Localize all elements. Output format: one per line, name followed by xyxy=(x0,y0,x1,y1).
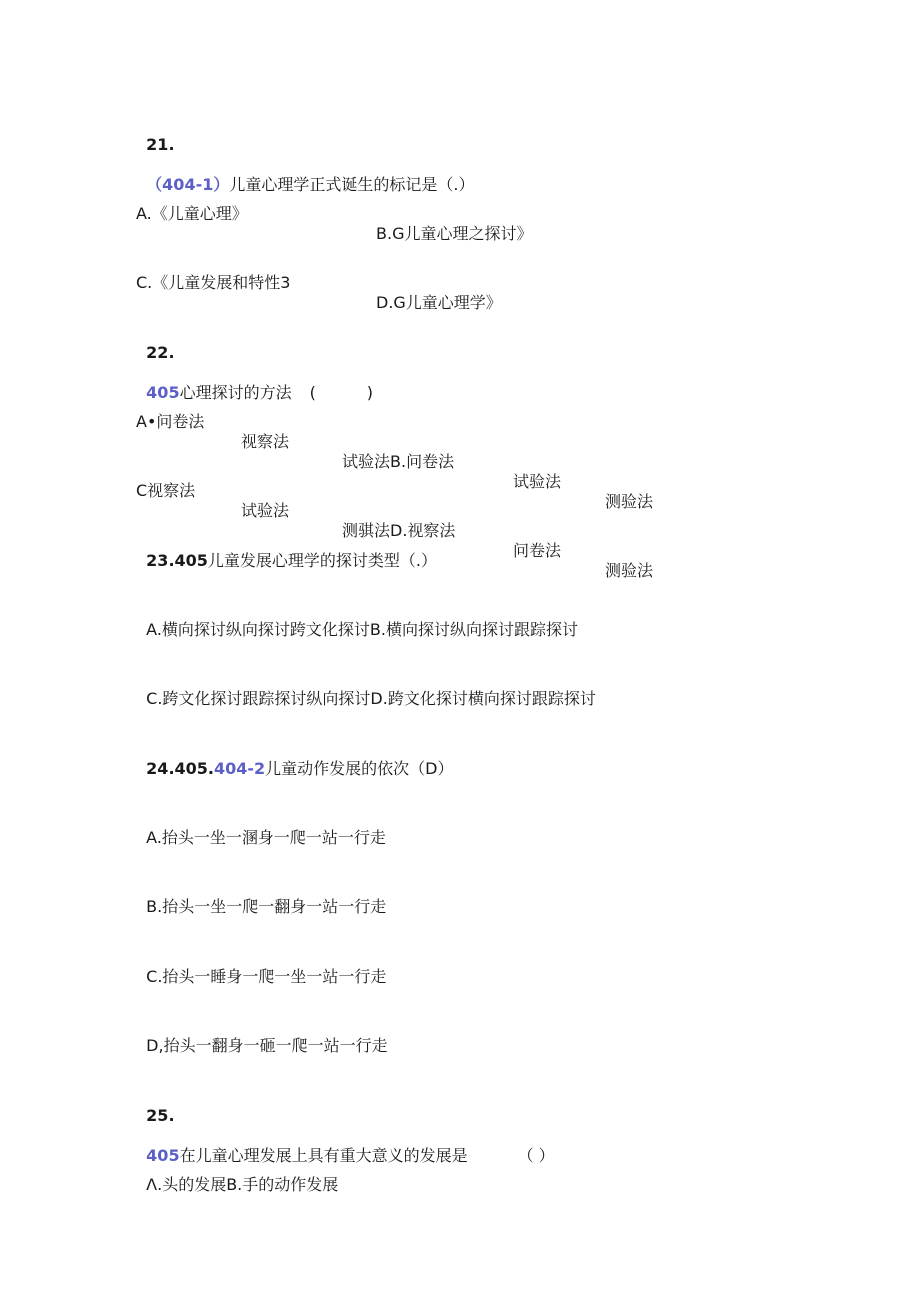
question-23 xyxy=(136,531,437,571)
question-21 xyxy=(136,115,474,195)
option-cell: 测骐法D.视察法 xyxy=(342,521,456,540)
option-cell: 试验法 xyxy=(513,472,562,491)
question-code: 405 xyxy=(146,1146,180,1165)
option-cell: 视察法 xyxy=(241,432,290,451)
option-c: C.抬头一睡身一爬一坐一站一行走 xyxy=(146,967,387,986)
question-text: 儿童动作发展的依次（D） xyxy=(265,759,454,778)
q23-options-cd xyxy=(136,669,596,709)
option-c: C.《儿童发展和特性3 xyxy=(136,273,291,292)
option-b: B.G儿童心理之探讨》 xyxy=(376,224,533,243)
question-code: （404-1） xyxy=(146,175,230,194)
q24-option-d xyxy=(136,1016,388,1056)
option-ab: A.横向探讨纵向探讨跨文化探讨B.横向探讨纵向探讨跟踪探讨 xyxy=(146,620,578,639)
question-number: 23.405 xyxy=(146,551,208,570)
option-cell: 测验法 xyxy=(605,492,654,511)
question-22 xyxy=(136,323,373,403)
option-cell: 试验法 xyxy=(241,501,290,520)
q21-options-cd xyxy=(136,253,502,313)
q23-options-ab xyxy=(136,600,578,640)
option-cell: 试验法B.问卷法 xyxy=(342,452,455,471)
question-text: 儿童心理学正式诞生的标记是（.） xyxy=(229,175,475,194)
q24-option-b xyxy=(136,877,386,917)
question-text: 儿童发展心理学的探讨类型（.） xyxy=(207,551,438,570)
option-cell: 测验法 xyxy=(605,561,654,580)
answer-paren: （ ） xyxy=(517,1146,555,1165)
option-ab: Λ.头的发展B.手的动作发展 xyxy=(146,1175,339,1194)
option-d: D.G儿童心理学》 xyxy=(376,293,502,312)
question-number: 21. xyxy=(146,135,175,154)
option-cd: C.跨文化探讨跟踪探讨纵向探讨D.跨文化探讨横向探讨跟踪探讨 xyxy=(146,689,596,708)
answer-paren: ( ) xyxy=(309,383,373,402)
option-a: A.抬头一坐一溷身一爬一站一行走 xyxy=(146,828,386,847)
question-number: 24.405. xyxy=(146,759,214,778)
question-code: 405 xyxy=(146,383,180,402)
q24-option-a xyxy=(136,808,386,848)
option-b: B.抬头一坐一爬一翻身一站一行走 xyxy=(146,897,387,916)
question-number: 22. xyxy=(146,343,175,362)
question-25 xyxy=(136,1086,555,1166)
q25-options-ab xyxy=(136,1155,338,1195)
question-number: 25. xyxy=(146,1106,175,1125)
option-cell: C视察法 xyxy=(136,481,196,500)
question-text: 在儿童心理发展上具有重大意义的发展是 xyxy=(179,1146,468,1165)
question-code: 404-2 xyxy=(214,759,266,778)
option-a: A.《儿童心理》 xyxy=(136,204,248,223)
option-cell: 问卷法 xyxy=(513,541,562,560)
question-24 xyxy=(136,739,454,779)
option-cell: A•问卷法 xyxy=(136,412,205,431)
q24-option-c xyxy=(136,947,386,987)
option-d: D,抬头一翻身一砸一爬一站一行走 xyxy=(146,1036,388,1055)
question-text: 心理探讨的方法 xyxy=(179,383,292,402)
